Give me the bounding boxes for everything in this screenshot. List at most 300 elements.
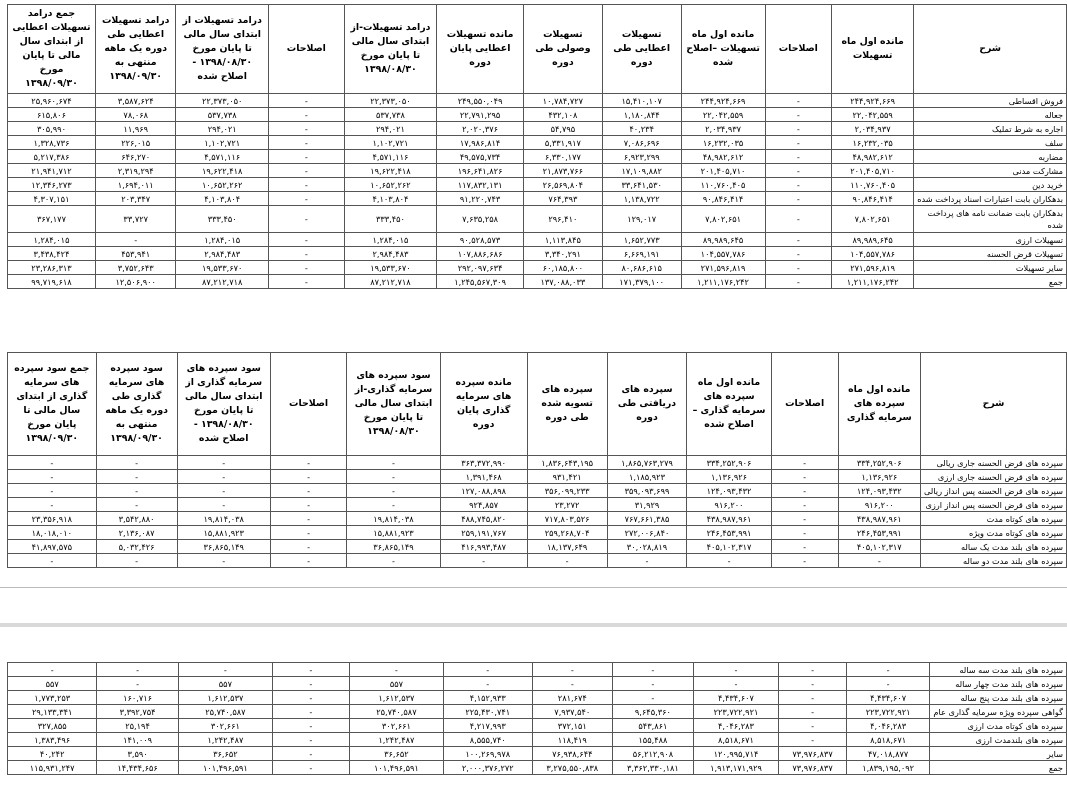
table-cell: ۷۶۴,۳۹۳ [523, 192, 602, 206]
column-header: اصلاحات [765, 5, 832, 94]
table-cell: ۵,۳۳۱,۹۱۷ [523, 136, 602, 150]
table-cell: ۱,۸۶۵,۷۶۳,۲۷۹ [607, 456, 687, 470]
table-cell: - [693, 677, 779, 691]
table-cell: ۹۰,۵۲۸,۵۷۳ [437, 233, 524, 247]
table-cell: ۳۲۷,۸۵۵ [8, 719, 97, 733]
table-cell: ۱۰۱,۴۹۶,۵۹۱ [349, 761, 443, 775]
table-cell: ۲۴۶,۴۵۳,۹۹۱ [687, 526, 771, 540]
table-cell: ۲,۰۲۰,۳۷۶ [437, 122, 524, 136]
table-cell: ۱۰,۶۵۲,۲۶۲ [176, 178, 269, 192]
table-cell: ۳۰,۰۲۸,۸۱۹ [607, 540, 687, 554]
table-row [8, 677, 1067, 691]
table-row [8, 526, 1067, 540]
table-cell: ۳۶۳,۳۷۲,۹۹۰ [440, 456, 527, 470]
table-cell: ۳,۵۹۰ [97, 747, 178, 761]
table-cell: ۲,۰۳۴,۹۳۷ [832, 122, 914, 136]
row-label: جمع [914, 275, 1067, 289]
table-cell: - [270, 554, 346, 568]
table-cell: - [532, 677, 613, 691]
table-cell: ۷,۰۸۶,۶۹۶ [602, 136, 681, 150]
column-header: شرح [914, 5, 1067, 94]
column-header: اصلاحات [268, 5, 344, 94]
table-cell: ۴۳۸,۹۸۷,۹۶۱ [838, 512, 920, 526]
table-cell: ۴۳۲,۱۰۸ [523, 108, 602, 122]
table-cell: - [8, 470, 97, 484]
table-cell: ۵۶,۲۱۲,۹۰۸ [613, 747, 694, 761]
table-cell: - [270, 484, 346, 498]
table-cell: ۱۵,۸۸۱,۹۲۳ [177, 526, 270, 540]
table-cell: ۷,۹۳۷,۵۴۰ [532, 705, 613, 719]
table-cell: ۱۹,۶۲۲,۴۱۸ [176, 164, 269, 178]
table-cell: - [268, 178, 344, 192]
table-cell: ۶۴۶,۲۷۰ [95, 150, 175, 164]
table-cell: ۳۳,۶۴۱,۵۳۰ [602, 178, 681, 192]
table-row [8, 136, 1067, 150]
table-cell: ۵۵۷ [349, 677, 443, 691]
table-cell: - [771, 526, 838, 540]
table-cell: ۷۶۷,۶۶۱,۳۸۵ [607, 512, 687, 526]
row-label: سایر تسهیلات [914, 261, 1067, 275]
table-cell: - [771, 498, 838, 512]
table-cell: ۱۹,۸۱۴,۰۳۸ [177, 512, 270, 526]
table-cell: ۲۲,۳۷۳,۰۵۰ [344, 94, 437, 108]
table-cell: - [270, 512, 346, 526]
table-cell: ۳۵۹,۰۹۳,۶۹۹ [607, 484, 687, 498]
table-cell: ۸,۵۱۸,۶۷۱ [846, 733, 930, 747]
table-cell: ۷۶,۹۳۸,۶۴۴ [532, 747, 613, 761]
table-cell: - [273, 747, 350, 761]
table-cell: ۱,۲۴۵,۵۶۷,۳۰۹ [437, 275, 524, 289]
row-label: سپرده های قرض الحسنه جاری ارزی [920, 470, 1066, 484]
row-label: سپرده های بلند مدت یک ساله [920, 540, 1066, 554]
table-cell: ۴۸,۹۸۲,۶۱۲ [832, 150, 914, 164]
table-cell: ۱۴۱,۰۰۹ [97, 733, 178, 747]
table-cell: ۱۰۴,۵۵۷,۷۸۶ [832, 247, 914, 261]
table-cell: ۱,۹۱۳,۱۷۱,۹۲۹ [693, 761, 779, 775]
table-cell: ۲۲,۳۷۳,۰۵۰ [176, 94, 269, 108]
table-cell: - [444, 677, 532, 691]
table-cell: ۷۱۷,۸۰۳,۵۲۶ [527, 512, 607, 526]
table-cell: - [8, 554, 97, 568]
table-cell: ۲۰۳,۳۴۷ [95, 192, 175, 206]
table-cell: ۱۶۰,۷۱۶ [97, 691, 178, 705]
table-cell: ۴,۱۰۳,۸۰۴ [344, 192, 437, 206]
table-cell: ۱۱۰,۷۶۰,۴۰۵ [832, 178, 914, 192]
table-cell: ۲۰۱,۴۰۵,۷۱۰ [681, 164, 765, 178]
table-cell: ۲۲,۰۴۲,۵۵۹ [832, 108, 914, 122]
table-cell: ۱۰۴,۵۵۷,۷۸۶ [681, 247, 765, 261]
table-cell: ۵۵۷ [8, 677, 97, 691]
table-cell: ۱۹,۵۳۳,۶۷۰ [176, 261, 269, 275]
table-cell: ۳۶۷,۱۷۷ [8, 206, 96, 233]
column-header: اصلاحات [771, 353, 838, 456]
deposits-header-row [8, 353, 1067, 456]
table-cell: ۲,۱۳۶,۰۸۷ [96, 526, 177, 540]
table-cell: - [838, 554, 920, 568]
table-cell: ۱۳۷,۰۸۸,۰۳۳ [523, 275, 602, 289]
table-cell: - [771, 512, 838, 526]
table-cell: ۳۱,۹۲۹ [607, 498, 687, 512]
table-cell: - [8, 498, 97, 512]
table-cell: ۱۲,۵۰۶,۹۰۰ [95, 275, 175, 289]
table-cell: ۸۷,۲۱۲,۷۱۸ [176, 275, 269, 289]
table-cell: ۴۰۵,۱۰۲,۳۱۷ [687, 540, 771, 554]
table-cell: - [268, 192, 344, 206]
table-cell: - [444, 663, 532, 677]
loans-table [7, 4, 1067, 289]
table-cell: ۱۲۷,۰۸۸,۸۹۸ [440, 484, 527, 498]
table-cell: ۷۳,۹۷۶,۸۳۷ [779, 761, 847, 775]
table-cell: ۱۶,۲۳۲,۰۳۵ [681, 136, 765, 150]
table-cell: ۲۹۲,۰۹۷,۶۳۴ [437, 261, 524, 275]
table-cell: ۲۸۱,۶۷۴ [532, 691, 613, 705]
table-cell: ۱۸,۰۱۸,۰۱۰ [8, 526, 97, 540]
table-cell: ۲۴۶,۴۵۳,۹۹۱ [838, 526, 920, 540]
table-cell: ۳۵۶,۰۹۹,۲۳۳ [527, 484, 607, 498]
table-cell: ۳,۴۳۸,۴۲۴ [8, 247, 96, 261]
table-row [8, 94, 1067, 108]
table-cell: ۱,۲۸۴,۰۱۵ [176, 233, 269, 247]
table-cell: ۴,۴۳۴,۶۰۷ [693, 691, 779, 705]
table-cell: ۴,۰۴۶,۲۸۳ [846, 719, 930, 733]
table-cell: ۴۰,۲۴۲ [8, 747, 97, 761]
table-row [8, 192, 1067, 206]
table-cell: ۴۰۵,۱۰۲,۳۱۷ [838, 540, 920, 554]
table-cell: ۴,۴۳۴,۶۰۷ [846, 691, 930, 705]
table-cell: ۷,۶۳۵,۲۵۸ [437, 206, 524, 233]
row-label: مشارکت مدنی [914, 164, 1067, 178]
table-cell: ۹۱۶,۲۰۰ [687, 498, 771, 512]
table-cell: - [765, 233, 832, 247]
table-cell: - [779, 691, 847, 705]
table-cell: ۲۳,۲۸۶,۳۱۳ [8, 261, 96, 275]
table-cell: ۴,۱۵۲,۹۳۳ [444, 691, 532, 705]
table-cell: ۷,۸۰۲,۶۵۱ [832, 206, 914, 233]
table-cell: - [268, 247, 344, 261]
table-row [8, 206, 1067, 233]
table-cell: - [96, 554, 177, 568]
table-cell: ۱۵,۴۱۰,۱۰۷ [602, 94, 681, 108]
table-cell: ۲۹,۱۳۳,۳۴۱ [8, 705, 97, 719]
table-cell: ۱۸,۱۳۷,۶۴۹ [527, 540, 607, 554]
table-cell: ۱,۱۳۸,۷۲۲ [602, 192, 681, 206]
table-cell: - [273, 719, 350, 733]
row-label: فروش اقساطی [914, 94, 1067, 108]
table-cell: ۱,۱۸۰,۸۴۴ [602, 108, 681, 122]
column-header: مانده اول ماه تسهیلات –اصلاح شده [681, 5, 765, 94]
table-cell: - [268, 206, 344, 233]
table-row [8, 261, 1067, 275]
column-header: مانده اول ماه سپرده های سرمایه گذاری [838, 353, 920, 456]
table-cell: ۷,۸۰۲,۶۵۱ [681, 206, 765, 233]
table-cell: - [347, 554, 440, 568]
table-cell: ۴,۵۷۱,۱۱۶ [176, 150, 269, 164]
table-cell: ۱,۲۸۴,۰۱۵ [344, 233, 437, 247]
table-cell: ۹۰,۸۴۶,۴۱۴ [681, 192, 765, 206]
table-cell: ۱۹,۶۲۲,۴۱۸ [344, 164, 437, 178]
table-row [8, 150, 1067, 164]
table-cell: - [273, 663, 350, 677]
table-cell: ۹,۶۴۵,۳۶۰ [613, 705, 694, 719]
column-header: درامد تسهیلات از ابتدای سال مالی تا پایان مورخ ۱۳۹۸/۰۸/۳۰ - اصلاح شده [176, 5, 269, 94]
deposits-continued-body [8, 663, 1067, 775]
table-cell: - [270, 498, 346, 512]
table-cell: ۱۰۷,۸۸۶,۶۸۶ [437, 247, 524, 261]
table-cell: - [268, 164, 344, 178]
row-label: سلف [914, 136, 1067, 150]
table-row [8, 512, 1067, 526]
table-row [8, 108, 1067, 122]
table-cell: ۳۰۵,۹۹۰ [8, 122, 96, 136]
table-cell: ۱,۱۰۲,۷۲۱ [176, 136, 269, 150]
table-cell: ۱۱۸,۴۱۹ [532, 733, 613, 747]
table-cell: ۴,۱۰۳,۸۰۴ [176, 192, 269, 206]
table-row [8, 456, 1067, 470]
table-cell: ۳۳۴,۲۵۲,۹۰۶ [687, 456, 771, 470]
table-cell: - [779, 677, 847, 691]
column-header: مانده سپرده های سرمایه گذاری پایان دوره [440, 353, 527, 456]
table-cell: ۵۳۷,۷۳۸ [344, 108, 437, 122]
table-cell: ۱,۲۱۱,۱۷۶,۲۴۲ [681, 275, 765, 289]
table-cell: ۱,۶۱۲,۵۳۷ [349, 691, 443, 705]
table-cell: ۲۹۶,۴۱۰ [523, 206, 602, 233]
table-cell: - [268, 136, 344, 150]
row-label: سپرده های قرض الحسنه جاری ریالی [920, 456, 1066, 470]
table-cell: ۱,۶۱۲,۵۳۷ [178, 691, 272, 705]
table-cell: ۳۰۲,۶۶۱ [349, 719, 443, 733]
table-cell: - [177, 498, 270, 512]
table-cell: ۳,۳۶۲,۳۳۰,۱۸۱ [613, 761, 694, 775]
table-cell: ۸۹,۹۸۹,۶۴۵ [832, 233, 914, 247]
table-cell: - [177, 456, 270, 470]
table-cell: ۳,۳۴۰,۲۹۱ [523, 247, 602, 261]
table-cell: ۱۱۵,۹۳۱,۲۴۷ [8, 761, 97, 775]
row-label: سپرده های کوتاه مدت ویژه [920, 526, 1066, 540]
table-cell: - [273, 705, 350, 719]
table-cell: ۲۰۱,۴۰۵,۷۱۰ [832, 164, 914, 178]
table-cell: ۲,۰۳۴,۹۳۷ [681, 122, 765, 136]
row-label: سپرده های کوتاه مدت ارزی [930, 719, 1067, 733]
table-cell: - [347, 456, 440, 470]
table-cell: ۳,۲۷۵,۵۵۰,۸۳۸ [532, 761, 613, 775]
table-cell: ۴۷,۰۱۸,۸۷۷ [846, 747, 930, 761]
table-row [8, 247, 1067, 261]
table-cell: ۱,۱۱۳,۸۴۵ [523, 233, 602, 247]
table-cell: ۳۶,۶۵۲ [349, 747, 443, 761]
deposits-table-continued [7, 662, 1067, 775]
table-cell: ۱۲۹,۰۱۷ [602, 206, 681, 233]
table-cell: ۱,۱۳۶,۹۲۶ [687, 470, 771, 484]
column-header: درامد تسهیلات اعطایی طی دوره یک ماهه منتهی به ۱۳۹۸/۰۹/۳۰ [95, 5, 175, 94]
table-cell: ۳,۵۴۲,۸۸۰ [96, 512, 177, 526]
loans-header-row [8, 5, 1067, 94]
column-header: تسهیلات اعطایی طی دوره [602, 5, 681, 94]
divider [0, 587, 1067, 588]
table-row [8, 178, 1067, 192]
table-cell: - [268, 108, 344, 122]
table-cell: - [8, 484, 97, 498]
table-cell: ۱۶,۲۳۲,۰۳۵ [832, 136, 914, 150]
table-cell: - [273, 677, 350, 691]
row-label: سایر [930, 747, 1067, 761]
loans-body [8, 94, 1067, 289]
table-cell: ۲,۳۱۹,۲۹۴ [95, 164, 175, 178]
table-cell: ۲۷۱,۵۹۶,۸۱۹ [681, 261, 765, 275]
table-cell: - [177, 470, 270, 484]
table-cell: ۲۶,۵۶۹,۸۰۴ [523, 178, 602, 192]
table-row [8, 275, 1067, 289]
table-cell: ۱۲,۳۴۶,۲۷۳ [8, 178, 96, 192]
table-cell: ۲۵,۷۴۰,۵۸۷ [178, 705, 272, 719]
row-label: سپرده های بلند مدت دو ساله [920, 554, 1066, 568]
table-cell: ۳۷۲,۱۵۱ [532, 719, 613, 733]
table-cell: ۱,۲۸۴,۰۱۵ [8, 233, 96, 247]
table-cell: - [270, 456, 346, 470]
table-cell: ۴۰,۲۳۴ [602, 122, 681, 136]
table-cell: - [771, 554, 838, 568]
table-cell: - [687, 554, 771, 568]
table-cell: ۲۵۹,۱۹۱,۷۶۷ [440, 526, 527, 540]
table-cell: - [347, 470, 440, 484]
row-label: بدهکاران بابت اعتبارات اسناد پرداخت شده [914, 192, 1067, 206]
table-cell: ۲۷۱,۵۹۶,۸۱۹ [832, 261, 914, 275]
table-cell: - [97, 677, 178, 691]
table-cell: ۴۸۸,۷۴۵,۸۲۰ [440, 512, 527, 526]
table-cell: ۵۵۷ [178, 677, 272, 691]
row-label: سپرده های قرض الحسنه پس انداز ریالی [920, 484, 1066, 498]
row-label: اجاره به شرط تملیک [914, 122, 1067, 136]
column-header: درامد تسهیلات-از ابتدای سال مالی تا پایان مورخ ۱۳۹۸/۰۸/۳۰ [344, 5, 437, 94]
table-cell: - [268, 94, 344, 108]
column-header: تسهیلات وصولی طی دوره [523, 5, 602, 94]
table-cell: ۱۰,۷۸۴,۷۲۷ [523, 94, 602, 108]
table-cell: ۲۳,۳۵۶,۹۱۸ [8, 512, 97, 526]
column-header: مانده اول ماه سپرده های سرمایه گذاری –اصلاح شده [687, 353, 771, 456]
table-cell: ۶۱۵,۸۰۶ [8, 108, 96, 122]
table-cell: - [268, 233, 344, 247]
table-row [8, 484, 1067, 498]
table-cell: ۱۴,۴۳۴,۶۵۶ [97, 761, 178, 775]
table-cell: ۱,۸۳۶,۶۴۳,۱۹۵ [527, 456, 607, 470]
table-cell: ۳۶,۶۵۲ [178, 747, 272, 761]
table-cell: - [532, 663, 613, 677]
table-cell: - [765, 108, 832, 122]
table-cell: - [270, 540, 346, 554]
table-row [8, 691, 1067, 705]
table-cell: ۱۷,۹۸۶,۸۱۴ [437, 136, 524, 150]
table-cell: ۱,۷۷۳,۲۵۳ [8, 691, 97, 705]
table-cell: ۶,۹۲۳,۲۹۹ [602, 150, 681, 164]
table-row [8, 540, 1067, 554]
table-cell: ۵,۰۳۲,۴۲۶ [96, 540, 177, 554]
table-cell: ۲۲,۷۹۱,۲۹۵ [437, 108, 524, 122]
table-cell: ۱,۲۴۲,۴۸۷ [178, 733, 272, 747]
table-cell: - [765, 275, 832, 289]
table-cell: ۸,۵۵۵,۷۴۰ [444, 733, 532, 747]
row-label: تسهیلات قرض الحسنه [914, 247, 1067, 261]
row-label: تسهیلات ارزی [914, 233, 1067, 247]
table-cell: - [779, 733, 847, 747]
table-cell: ۲۵۹,۲۶۸,۷۰۴ [527, 526, 607, 540]
table-cell: - [347, 498, 440, 512]
row-label: سپرده های بلند مدت چهار ساله [930, 677, 1067, 691]
table-row [8, 554, 1067, 568]
table-cell: - [765, 136, 832, 150]
table-cell: - [268, 275, 344, 289]
column-header: مانده اول ماه تسهیلات [832, 5, 914, 94]
table-cell: ۱۲۴,۰۹۳,۴۳۲ [838, 484, 920, 498]
table-row [8, 470, 1067, 484]
row-label: سپرده های بلند مدت پنج ساله [930, 691, 1067, 705]
table-row [8, 705, 1067, 719]
table-cell: ۱,۱۳۶,۹۲۶ [838, 470, 920, 484]
table-cell: ۵۴۳,۸۶۱ [613, 719, 694, 733]
table-cell: - [765, 206, 832, 233]
table-cell: ۴,۰۴۶,۲۸۳ [693, 719, 779, 733]
table-cell: ۱,۶۵۲,۷۷۳ [602, 233, 681, 247]
table-cell: - [268, 150, 344, 164]
column-header: سود سپرده های سرمایه گذاری-از ابتدای سال مالی تا پایان مورخ ۱۳۹۸/۰۸/۳۰ [347, 353, 440, 456]
table-cell: - [771, 456, 838, 470]
table-cell: ۲۹۴,۰۲۱ [176, 122, 269, 136]
table-cell: - [273, 733, 350, 747]
table-cell: ۳,۵۸۷,۶۲۴ [95, 94, 175, 108]
row-label: بدهکاران بابت ضمانت نامه های پرداخت شده [914, 206, 1067, 233]
table-cell: - [765, 261, 832, 275]
table-cell: ۷۳,۹۷۶,۸۳۷ [779, 747, 847, 761]
table-cell: - [779, 705, 847, 719]
table-cell: ۲۵,۱۹۴ [97, 719, 178, 733]
table-cell: ۱۵,۸۸۱,۹۲۳ [347, 526, 440, 540]
row-label: خرید دین [914, 178, 1067, 192]
table-cell: ۱,۳۲۸,۷۳۶ [8, 136, 96, 150]
table-cell: - [347, 484, 440, 498]
column-header: مانده تسهیلات اعطایی پایان دوره [437, 5, 524, 94]
table-cell: ۱,۶۹۴,۰۱۱ [95, 178, 175, 192]
table-cell: - [96, 498, 177, 512]
table-cell: ۱۹,۸۱۴,۰۳۸ [347, 512, 440, 526]
table-cell: - [765, 94, 832, 108]
table-cell: ۳۳۳,۴۵۰ [176, 206, 269, 233]
table-cell: - [268, 261, 344, 275]
column-header: جمع درامد تسهیلات اعطایی از ابتدای سال مالی تا پایان مورخ ۱۳۹۸/۰۹/۳۰ [8, 5, 96, 94]
deposits-table [7, 352, 1067, 568]
table-cell: ۳۰۲,۶۶۱ [178, 719, 272, 733]
table-cell: ۸۷,۲۱۲,۷۱۸ [344, 275, 437, 289]
table-row [8, 233, 1067, 247]
table-cell: ۱,۱۰۲,۷۲۱ [344, 136, 437, 150]
table-cell: ۴,۳۰۷,۱۵۱ [8, 192, 96, 206]
table-cell: ۲۱,۸۷۳,۷۶۶ [523, 164, 602, 178]
table-row [8, 164, 1067, 178]
table-cell: - [97, 663, 178, 677]
table-cell: ۱,۲۱۱,۱۷۶,۲۴۲ [832, 275, 914, 289]
table-cell: - [765, 178, 832, 192]
row-label: سپرده های بلند مدت سه ساله [930, 663, 1067, 677]
table-cell: - [440, 554, 527, 568]
table-cell: ۷۸,۰۶۸ [95, 108, 175, 122]
row-label: جعاله [914, 108, 1067, 122]
table-row [8, 122, 1067, 136]
table-cell: ۱۷۱,۳۷۹,۱۰۰ [602, 275, 681, 289]
table-row [8, 663, 1067, 677]
table-cell: - [771, 470, 838, 484]
table-cell: ۱۱,۹۶۹ [95, 122, 175, 136]
table-cell: ۲,۰۰۰,۳۷۶,۲۷۲ [444, 761, 532, 775]
table-cell: - [177, 484, 270, 498]
table-cell: ۱۲۰,۹۹۵,۷۱۴ [693, 747, 779, 761]
table-cell: ۲۵,۹۶۰,۶۷۴ [8, 94, 96, 108]
